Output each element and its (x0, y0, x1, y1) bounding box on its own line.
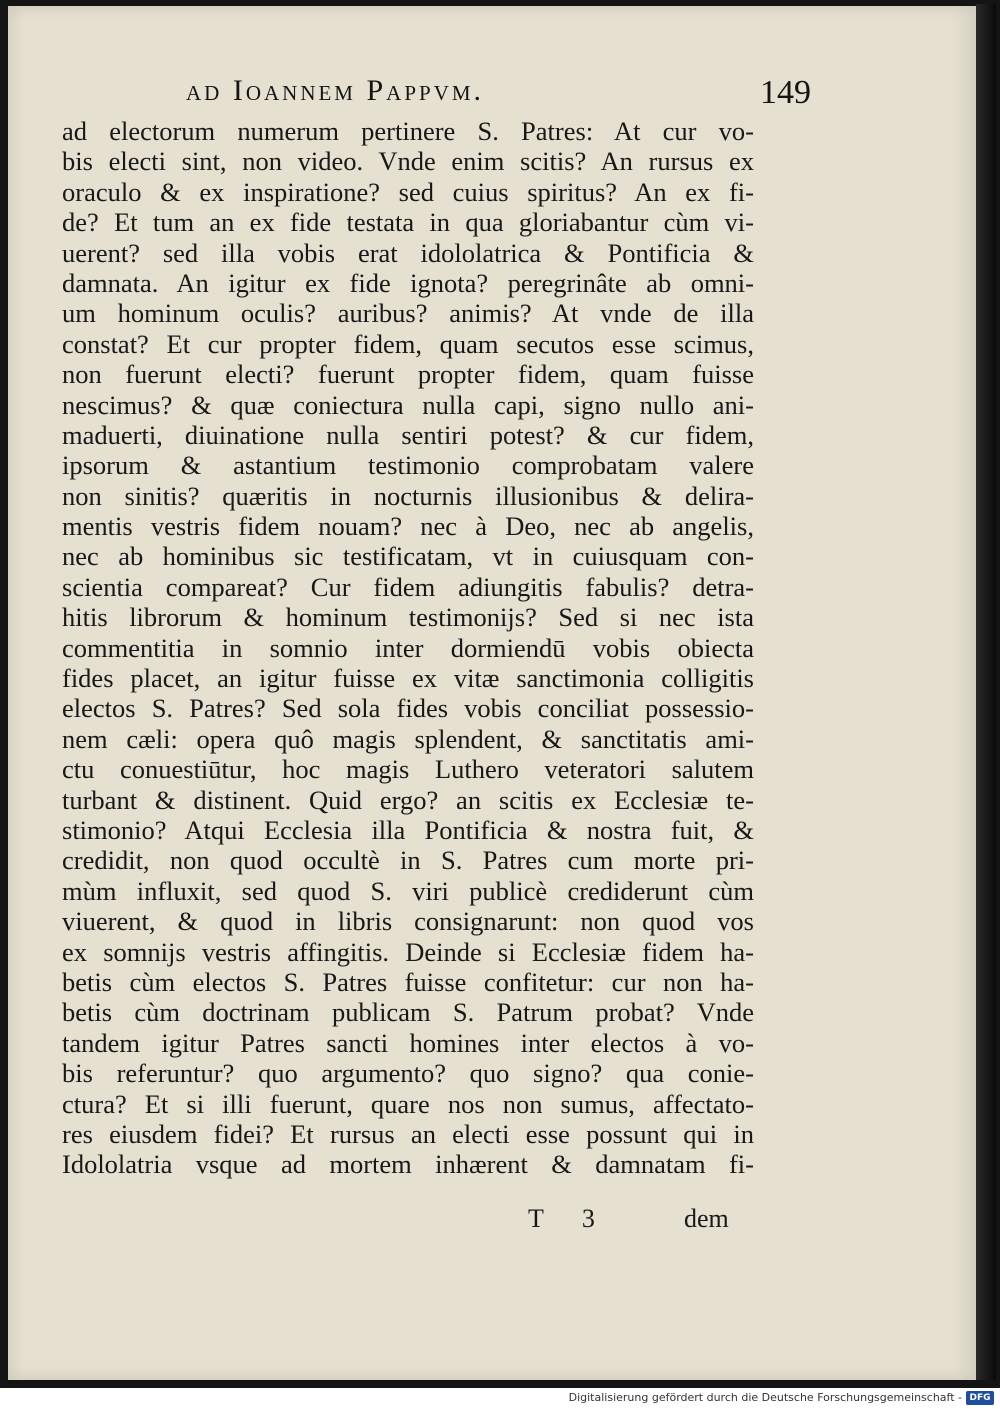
text-line: ctura? Et si illi fuerunt, quare nos non sumus, affectato- (62, 1088, 754, 1119)
text-line: constat? Et cur propter fidem, quam secutos esse scimus, (62, 328, 754, 359)
catchword: dem (684, 1204, 729, 1233)
text-line: turbant & distinent. Quid ergo? an scitis ex Ecclesiæ te- (62, 784, 754, 815)
credit-bar (0, 1388, 1000, 1409)
text-line: electos S. Patres? Sed sola fides vobis conciliat possessio- (62, 693, 754, 724)
text-line: mùm influxit, sed quod S. viri publicè crediderunt cùm (62, 875, 754, 906)
text-line: bis electi sint, non video. Vnde enim scitis? An rursus ex (62, 146, 754, 177)
text-line: fides placet, an igitur fuisse ex vitæ sanctimonia colligitis (62, 663, 754, 694)
text-line: nescimus? & quæ coniectura nulla capi, signo nullo ani- (62, 389, 754, 420)
text-line: Idololatria vsque ad mortem inhærent & damnatam fi- (62, 1149, 754, 1180)
text-line: scientia compareat? Cur fidem adiungitis fabulis? detra- (62, 571, 754, 602)
credit-text: Digitalisierung gefördert durch die Deutsche Forschungsgemeinschaft - (568, 1391, 962, 1404)
text-line: bis referuntur? quo argumento? quo signo? qua conie- (62, 1058, 754, 1089)
text-line: nec ab hominibus sic testificatam, vt in cuiusquam con- (62, 541, 754, 572)
text-line: maduerti, diuinatione nulla sentiri potest? & cur fidem, (62, 419, 754, 450)
text-line: ctu conuestiūtur, hoc magis Luthero veteratori salutem (62, 754, 754, 785)
dfg-logo-icon[interactable]: DFG (966, 1391, 994, 1405)
signature-mark: T 3 (528, 1204, 611, 1233)
text-line: non sinitis? quæritis in nocturnis illusionibus & delira- (62, 480, 754, 511)
text-line: stimonio? Atqui Ecclesia illa Pontificia & nostra fuit, & (62, 814, 754, 845)
text-line: res eiusdem fidei? Et rursus an electi esse possunt qui in (62, 1118, 754, 1149)
text-line: tandem igitur Patres sancti homines inter electos à vo- (62, 1027, 754, 1058)
running-head: ad Ioannem Pappvm. (186, 74, 485, 107)
page-footer (0, 1204, 1000, 1236)
text-line: damnata. An igitur ex fide ignota? peregrinâte ab omni- (62, 267, 754, 298)
text-line: hitis librorum & hominum testimonijs? Sed si nec ista (62, 602, 754, 633)
text-line: non fuerunt electi? fuerunt propter fidem, quam fuisse (62, 359, 754, 390)
text-line: um hominum oculis? auribus? animis? At vnde de illa (62, 298, 754, 329)
text-line: nem cæli: opera quô magis splendent, & sanctitatis ami- (62, 723, 754, 754)
text-line: ipsorum & astantium testimonio comprobatam valere (62, 450, 754, 481)
text-line: viuerent, & quod in libris consignarunt: non quod vos (62, 906, 754, 937)
page-edge-shadow (976, 4, 996, 1380)
text-line: commentitia in somnio inter dormiendū vobis obiecta (62, 632, 754, 663)
text-line: betis cùm doctrinam publicam S. Patrum probat? Vnde (62, 997, 754, 1028)
text-line: mentis vestris fidem nouam? nec à Deo, nec ab angelis, (62, 511, 754, 542)
text-line: ex somnijs vestris affingitis. Deinde si Ecclesiæ fidem ha- (62, 936, 754, 967)
text-line: ad electorum numerum pertinere S. Patres: At cur vo- (62, 116, 754, 146)
text-line: oraculo & ex inspiratione? sed cuius spiritus? An ex fi- (62, 176, 754, 207)
page-header (0, 74, 1000, 118)
text-line: betis cùm electos S. Patres fuisse confitetur: cur non ha- (62, 966, 754, 997)
text-line: de? Et tum an ex fide testata in qua gloriabantur cùm vi- (62, 207, 754, 238)
body-text (62, 116, 754, 1180)
text-line: credidit, non quod occultè in S. Patres cum morte pri- (62, 845, 754, 876)
text-line: uerent? sed illa vobis erat idololatrica & Pontificia & (62, 237, 754, 268)
page-number: 149 (760, 74, 811, 111)
